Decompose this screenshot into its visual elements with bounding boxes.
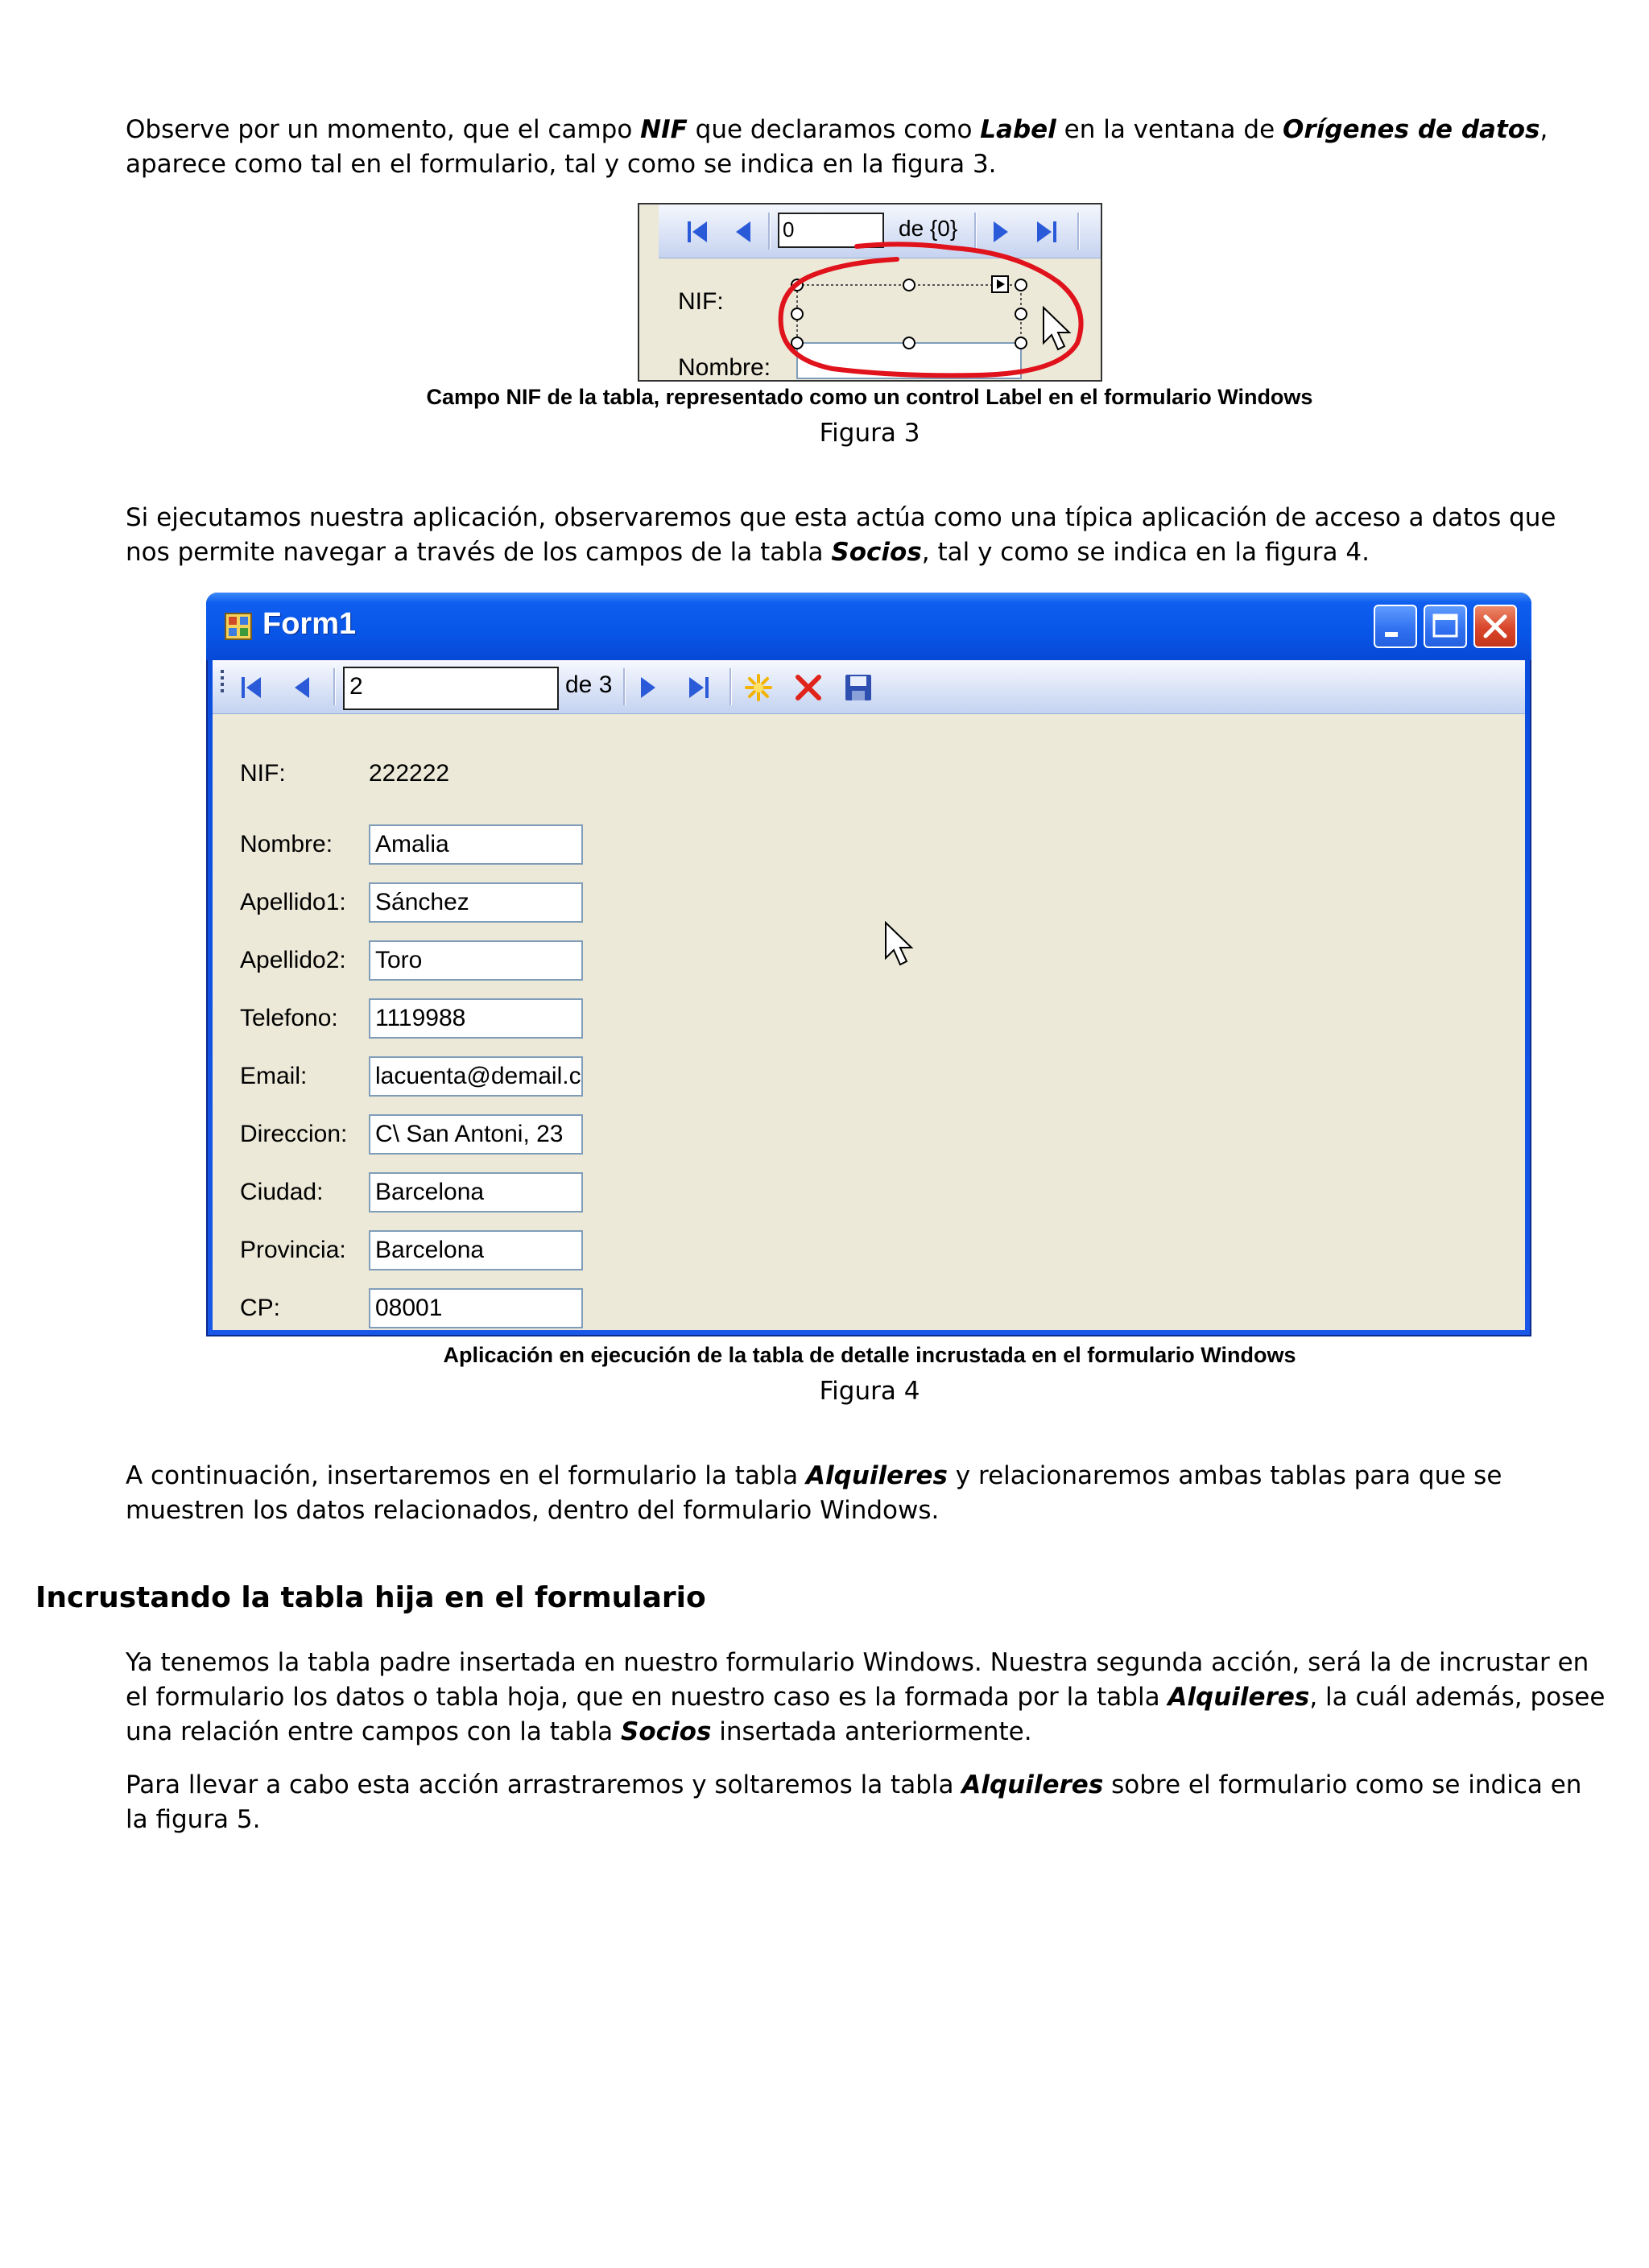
text: Para llevar a cabo esta acción arrastraremos y soltaremos la tabla — [126, 1770, 962, 1799]
paragraph-5 — [126, 1768, 1607, 1837]
field-label: Email: — [240, 1063, 308, 1089]
count-label: de {0} — [899, 216, 958, 241]
paragraph-1 — [126, 113, 1607, 182]
save-icon[interactable] — [844, 673, 873, 702]
text: , tal y como se indica en la figura 4. — [921, 538, 1370, 567]
emphasis: Label — [980, 115, 1056, 144]
field-label: Telefono: — [240, 1005, 338, 1031]
emphasis: Alquileres — [961, 1770, 1104, 1799]
toolbar-grip — [221, 667, 225, 696]
minimize-button[interactable] — [1374, 605, 1417, 648]
field-label: CP: — [240, 1295, 281, 1321]
close-button[interactable] — [1473, 605, 1517, 648]
figure-3-caption: Campo NIF de la tabla, representado como un control Label en el formulario Windows — [426, 385, 1313, 409]
minimize-icon — [1375, 606, 1415, 647]
field-textbox[interactable]: 08001 — [369, 1288, 583, 1328]
position-textbox[interactable]: 0 — [778, 213, 884, 248]
separator — [623, 668, 626, 705]
field-label: Direccion: — [240, 1121, 348, 1147]
emphasis: NIF — [640, 115, 688, 144]
text: Observe por un momento, que el campo — [126, 115, 641, 144]
separator — [729, 668, 732, 705]
mouse-cursor-icon — [882, 921, 915, 969]
field-textbox[interactable]: Amalia — [369, 824, 583, 865]
nombre-label: Nombre: — [678, 354, 771, 381]
text: Si ejecutamos nuestra aplicación, observaremos que esta actúa como una típica aplicación de acceso a datos que nos permite navegar a través de los campos de la tabla — [126, 503, 1556, 567]
move-previous-icon[interactable] — [291, 675, 314, 700]
field-textbox[interactable]: 1119988 — [369, 998, 583, 1039]
nif-label: NIF: — [678, 288, 724, 315]
figure-4-caption: Aplicación en ejecución de la tabla de detalle incrustada en el formulario Windows — [443, 1343, 1296, 1367]
emphasis: Alquileres — [1168, 1683, 1310, 1712]
form-client-area — [213, 660, 1525, 1330]
text: , la cuál además, posee una relación entre campos con la tabla — [126, 1683, 1606, 1746]
window-title: Form1 — [262, 607, 357, 641]
binding-navigator — [213, 660, 1525, 714]
emphasis: Alquileres — [806, 1461, 948, 1490]
red-annotation-circle — [639, 204, 1101, 380]
move-first-icon[interactable] — [238, 675, 266, 700]
maximize-button[interactable] — [1424, 605, 1467, 648]
text: , aparece como tal en el formulario, tal y como se indica en la figura 3. — [126, 115, 1548, 179]
text: Ya tenemos la tabla padre insertada en nuestro formulario Windows. Nuestra segunda acción, será la de incrustar en el formulario los datos o tabla hoja, que en nuestro caso es la formada por la tabla — [126, 1648, 1589, 1712]
field-label: Apellido1: — [240, 889, 346, 915]
separator — [333, 668, 336, 705]
nif-value: 222222 — [369, 760, 450, 787]
field-textbox[interactable]: Sánchez — [369, 882, 583, 923]
paragraph-3 — [126, 1459, 1607, 1528]
field-textbox[interactable]: lacuenta@demail.c — [369, 1056, 583, 1097]
move-next-icon[interactable] — [636, 675, 659, 700]
count-label: de 3 — [565, 671, 613, 698]
text: y relacionaremos ambas tablas para que se muestren los datos relacionados, dentro del formulario Windows. — [126, 1461, 1502, 1525]
figure-4-label: Figura 4 — [819, 1377, 920, 1406]
text: insertada anteriormente. — [711, 1717, 1032, 1746]
form1-window — [206, 593, 1531, 1336]
paragraph-2 — [126, 501, 1607, 570]
field-label: Nombre: — [240, 831, 333, 857]
section-heading: Incrustando la tabla hija en el formulario — [35, 1581, 706, 1614]
window-title-bar[interactable] — [206, 593, 1531, 660]
move-last-icon[interactable] — [686, 675, 713, 700]
text: sobre el formulario como se indica en la figura 5. — [126, 1770, 1582, 1834]
text: A continuación, insertaremos en el formulario la tabla — [126, 1461, 807, 1490]
figure-3-label: Figura 3 — [819, 419, 920, 448]
field-textbox[interactable]: Barcelona — [369, 1230, 583, 1270]
app-icon — [224, 612, 253, 641]
add-new-icon[interactable] — [744, 673, 773, 702]
emphasis: Socios — [621, 1717, 712, 1746]
close-icon — [1475, 606, 1515, 647]
field-label: Provincia: — [240, 1237, 346, 1263]
emphasis: Socios — [831, 538, 922, 567]
field-textbox[interactable]: Barcelona — [369, 1172, 583, 1212]
delete-icon[interactable] — [794, 673, 823, 702]
field-textbox[interactable]: C\ San Antoni, 23 — [369, 1114, 583, 1155]
text: que declaramos como — [687, 115, 981, 144]
text: en la ventana de — [1056, 115, 1283, 144]
position-textbox[interactable]: 2 — [343, 667, 559, 710]
emphasis: Orígenes de datos — [1283, 115, 1540, 144]
paragraph-4 — [126, 1646, 1607, 1750]
maximize-icon — [1425, 606, 1465, 647]
field-label: Ciudad: — [240, 1179, 324, 1205]
field-textbox[interactable]: Toro — [369, 940, 583, 981]
figure-3-screenshot — [638, 203, 1102, 382]
mouse-cursor-icon — [1040, 306, 1072, 354]
field-label: Apellido2: — [240, 947, 346, 973]
nif-label: NIF: — [240, 760, 286, 787]
